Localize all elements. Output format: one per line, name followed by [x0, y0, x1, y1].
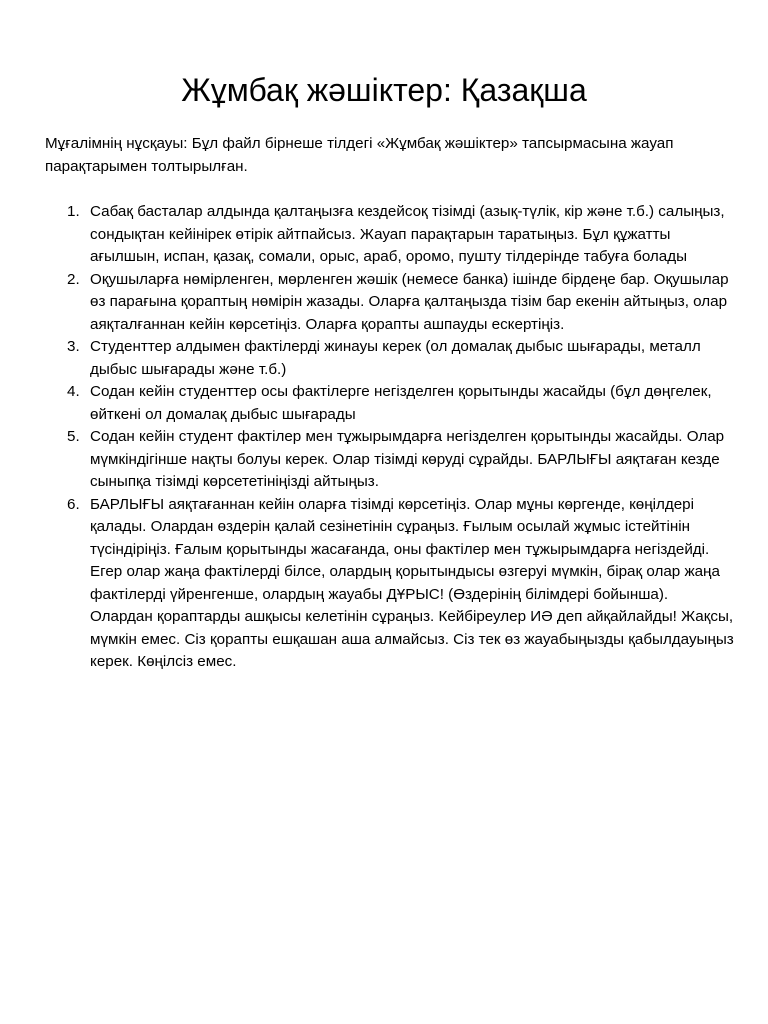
step-text: Содан кейін студенттер осы фактілерге негізделген қорытынды жасайды (бұл дөңгелек, өйткені ол домалақ дыбыс шығарады [90, 383, 712, 423]
step-number: 2. [67, 270, 80, 288]
step-text: Оқушыларға нөмірленген, мөрленген жәшік (немесе банка) ішінде бірдеңе бар. Оқушылар өз парағына қораптың нөмірін жазады. Оларға қалтаңызда тізім бар екенін айтыңыз, олар аяқталғаннан кейін көрсетіңіз. Оларға қорапты ашпауды ескертіңіз. [90, 270, 729, 333]
step-item-2 [45, 269, 735, 337]
step-text: Сабақ басталар алдында қалтаңызға кездейсоқ тізімді (азық-түлік, кір және т.б.) салыңыз, сондықтан кейінірек өтірік айтпайсыз. Жауап парақтарын таратыңыз. Бұл құжатты ағылшын, испан, қазақ, сомали, орыс, араб, оромо, пушту тілдерінде табуға болады [90, 203, 725, 265]
teacher-instructions: Мұғалімнің нұсқауы: Бұл файл бірнеше тілдегі «Жұмбақ жәшіктер» тапсырмасына жауап парақтарымен толтырылған. [45, 135, 674, 175]
step-number: 4. [67, 383, 80, 400]
step-item-4 [45, 381, 735, 426]
step-number: 6. [67, 495, 80, 513]
steps-list [45, 201, 735, 674]
step-number: 1. [67, 203, 80, 220]
step-item-1 [45, 201, 735, 269]
step-text: Студенттер алдымен фактілерді жинауы керек (ол домалақ дыбыс шығарады, металл дыбыс шығарады және т.б.) [90, 338, 701, 378]
step-text: Содан кейін студент фактілер мен тұжырымдарға негізделген қорытынды жасайды. Олар мүмкіндігінше нақты болуы керек. Олар тізімді көруді сұрайды. БАРЛЫҒЫ аяқтаған кезде сыныпқа тізімді көрсететініңізді айтыңыз. [90, 428, 725, 490]
step-text: БАРЛЫҒЫ аяқтағаннан кейін оларға тізімді көрсетіңіз. Олар мұны көргенде, көңілдері қалады. Олардан өздерін қалай сезінетінін сұраңыз. Ғылым осылай жұмыс істейтінін түсіндіріңіз. Ғалым қорытынды жасағанда, оны фактілер мен тұжырымдарға негіздейді. Егер олар жаңа фактілерді білсе, олардың қорытындысы өзгеруі мүмкін, бірақ олар жаңа фактілерді үйренгенше, олардың жауабы ДҰРЫС! (Өздерінің білімдері бойынша). Олардан қорaптарды ашқысы келетінін сұраңыз. Кейбіреулер ИӘ деп айқайлайды! Жақсы, мүмкін емес. Сіз қорапты ешқашан аша алмайсыз. Сіз тек өз жауабыңызды қабылдауыңыз керек. Көңілсіз емес. [90, 495, 734, 670]
step-number: 5. [67, 428, 80, 445]
step-number: 3. [67, 338, 80, 355]
document-title: Жұмбақ жәшіктер: Қазақша [181, 72, 587, 108]
step-item-5 [45, 426, 735, 494]
step-item-6 [45, 494, 735, 674]
step-item-3 [45, 336, 735, 381]
